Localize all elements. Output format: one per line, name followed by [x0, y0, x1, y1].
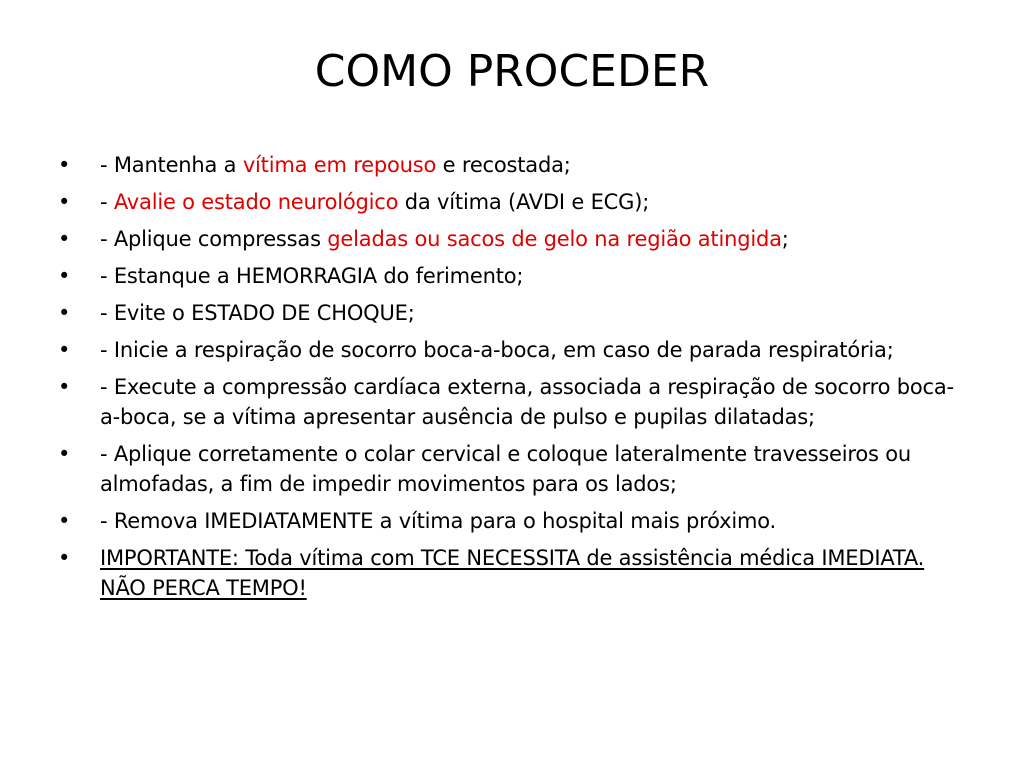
bullet-text: - Aplique corretamente o colar cervical e coloque lateralmente travesseiros ou almofadas, a fim de impedir movimentos para os lados;	[100, 442, 911, 496]
bullet-icon: •	[58, 264, 71, 288]
bullet-item-4	[55, 261, 960, 291]
bullet-text: - Remova IMEDIATAMENTE a vítima para o hospital mais próximo.	[100, 509, 777, 533]
bullet-text: - Estanque a HEMORRAGIA do ferimento;	[100, 264, 524, 288]
important-note: IMPORTANTE: Toda vítima com TCE NECESSITA de assistência médica IMEDIATA. NÃO PERCA TEMPO!	[100, 546, 925, 600]
bullet-list	[55, 150, 960, 610]
bullet-text: da vítima (AVDI e ECG);	[398, 190, 650, 214]
bullet-icon: •	[58, 153, 71, 177]
bullet-icon: •	[58, 546, 71, 570]
bullet-text: ;	[781, 227, 789, 251]
bullet-text: - Evite o ESTADO DE CHOQUE;	[100, 301, 415, 325]
bullet-item-6	[55, 335, 960, 365]
highlighted-text: Avalie o estado neurológico	[113, 190, 399, 214]
bullet-text: e recostada;	[436, 153, 571, 177]
bullet-item-10	[55, 543, 960, 603]
bullet-item-7	[55, 372, 960, 432]
bullet-icon: •	[58, 338, 71, 362]
bullet-item-9	[55, 506, 960, 536]
bullet-text: - Execute a compressão cardíaca externa, associada a respiração de socorro boca-a-boca, se a vítima apresentar ausência de pulso e pupilas dilatadas;	[100, 375, 954, 429]
slide-title: COMO PROCEDER	[314, 46, 710, 97]
bullet-item-1	[55, 150, 960, 180]
bullet-item-5	[55, 298, 960, 328]
bullet-icon: •	[58, 375, 71, 399]
bullet-text: - Inicie a respiração de socorro boca-a-boca, em caso de parada respiratória;	[100, 338, 894, 362]
bullet-item-3	[55, 224, 960, 254]
bullet-text: - Aplique compressas	[100, 227, 328, 251]
bullet-text: -	[100, 190, 114, 214]
bullet-item-2	[55, 187, 960, 217]
bullet-text: - Mantenha a	[100, 153, 243, 177]
highlighted-text: geladas ou sacos de gelo na região atingida	[327, 227, 782, 251]
bullet-icon: •	[58, 190, 71, 214]
bullet-icon: •	[58, 301, 71, 325]
bullet-item-8	[55, 439, 960, 499]
bullet-icon: •	[58, 227, 71, 251]
bullet-icon: •	[58, 509, 71, 533]
highlighted-text: vítima em repouso	[242, 153, 437, 177]
bullet-icon: •	[58, 442, 71, 466]
